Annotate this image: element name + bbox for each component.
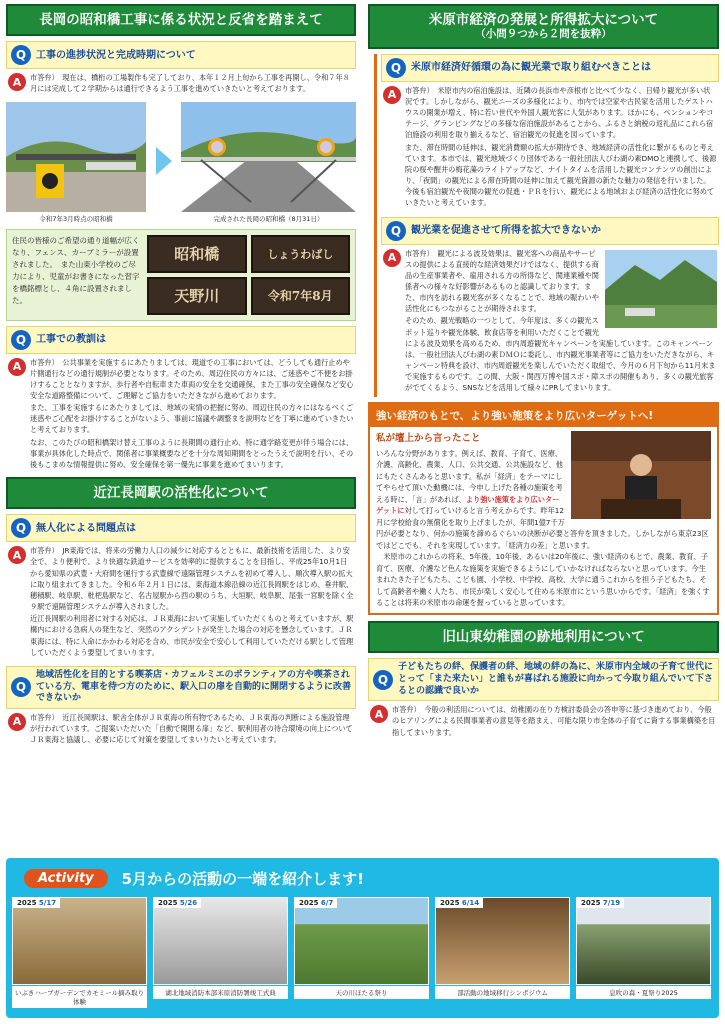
question-badge: Q: [11, 45, 31, 65]
callout-text: いろんな分野があります。例えば、教育、子育て、医療、介護、高齢化、農業、人口、公共交通、公共施設など、他にもたくさんあると思います。私が「経済」をテーマにしてやらせて頂いた動機には、今申し上げた各種の施策を考える時に、「言」があれば、: [376, 448, 563, 504]
question-text: 工事の進捗状況と完成時期について: [36, 49, 196, 61]
callout-highlight: より強い施策をより広いターゲットに: [376, 494, 560, 516]
bridge-nameplates: [147, 235, 350, 315]
answer-block: [6, 354, 356, 474]
activity-year: 2025: [581, 899, 601, 907]
question-badge: Q: [11, 677, 31, 697]
answer-paragraph: 近江長岡駅の利用者に対する対応は、ＪＲ東海において実施していただくものと考えていますが、駅構内における急病人の発生など、突然のアクシデントが発生した場合の対応を懸念しています。ＪＲ東海には、特に人命にかかわる対応を含め、市民が安全で安心して利用していただける駅として管理していただくよう要望してまいります。: [30, 614, 354, 657]
answer-badge: A: [383, 249, 401, 267]
answer-badge: A: [383, 86, 401, 104]
photo-after: [181, 102, 356, 223]
question-bar: [6, 514, 356, 542]
question-text: 観光業を促進させて所得を拡大できないか: [411, 225, 601, 236]
section-heading-title: 米原市経済の発展と所得拡大について: [428, 12, 659, 28]
question-text: 地域活性化を目的とする喫茶店・カフェルミエのボランティアの方や喫茶されている方、電車を待つ方のために、駅入口の扉を自動的に開閉するように改善できないか: [36, 669, 352, 704]
activity-photo: [12, 897, 147, 985]
activity-caption: 天の川ほたる祭り: [294, 986, 429, 999]
activity-date: [577, 898, 624, 908]
question-bar: [6, 41, 356, 69]
activity-item: [12, 897, 147, 1008]
speaker-photo: [571, 431, 711, 519]
activity-section: [6, 858, 719, 1018]
answer-badge: A: [8, 546, 26, 564]
activity-caption: 湖北地域消防本部米原消防署竣工式典: [153, 986, 288, 999]
activity-label: Activity: [24, 869, 108, 888]
nameplate: 令和7年8月: [251, 277, 351, 315]
strong-economy-callout: [368, 402, 719, 615]
answer-paragraph: そのため、観光戦略の一つとして、今年度は、多くの観光スポット巡りや観光体験、飲食店等を利用いただくことで観光による波及効果を高めるため、市内周遊観光キャンペーンを実施しています。このキャンペーンは、一般社団法人びわ湖の素ＤＭＯに委託し、市内観光事業者等にご協力をいただきながら、キャンペーン特典を設け、市内周遊観光を楽しんでいただく取組で、今月の６月下旬から11月末まで実施するものです。この間、大阪・関西万博や国スポ・障スポの開催もあり、多くの観光旅客がでてくるよう、SNSなどを活用して様々にPRしてまいります。: [405, 316, 716, 393]
question-bar: [6, 326, 356, 354]
activity-photo: [294, 897, 429, 985]
question-text: 米原市経済好循環の為に観光業で取り組むべきことは: [411, 62, 651, 74]
activity-date: [154, 898, 201, 908]
activity-photo: [435, 897, 570, 985]
answer-badge: A: [8, 358, 26, 376]
answer-block: [368, 701, 719, 740]
bridge-notice: [6, 229, 356, 321]
activity-header: [6, 858, 719, 889]
bridge-construction-image: [6, 102, 146, 212]
answer-paragraph: 市答弁） JR東海では、将来の労働力人口の減少に対応するとともに、最新技術を活用した、より安全で、より便利で、より快適な鉄道サービスを効率的に提供することを目指し、平成25年10月1日から愛知県の武豊・大府間を運行する武豊線で遠隔管理システムを初めて導入し、順次導入駅の拡大に取り組まれてきました。令和６年２月１日には、東海道本線沿線の近江長岡駅をはじめ、垂井駅、穂積駅、岐阜駅、枇杷島駅など、名古屋駅から西の駅のうち、大垣駅、岐阜駅、尾張一宮駅を除く全９駅で遠隔管理システムが導入されました。: [30, 546, 354, 612]
activity-year: 2025: [440, 899, 460, 907]
callout-paragraph: 米原市のこれからの将来、5年後、10年後、あるいは20年後に、強い経済のもとで、農業、教育、子育て、医療、介護など色んな施策を実施できるようにしていかなければならないと思っています。今生まれたきた子どもたち、こども園、小学校、中学校、高校、大学に通うこれからを担う子どもたち、そして高齢者や働く人たち、市民が楽しく安心して住める米原市にという思いからです。「経済」を強くすることは将来の米原市の命運を握っていると思っています。: [376, 552, 710, 608]
activity-item: [435, 897, 570, 1008]
economy-qa-group: [374, 54, 719, 397]
activity-item: [294, 897, 429, 1008]
nameplate: 昭和橋: [147, 235, 247, 273]
left-column: [6, 4, 356, 748]
section-heading-subtitle: （小問９つから２問を抜粋）: [475, 28, 612, 41]
arrow-icon: [156, 147, 172, 175]
answer-text: 市答弁） 今般の利活用については、幼稚園の在り方検討委員会の答申等に基づき進めており、今般のヒアリングによる民間事業者の意見等を踏まえ、可能な限り市全体の子育てに資する事業構築を目指してまいります。: [392, 705, 716, 737]
activity-title: 5月からの活動の一端を紹介します!: [121, 870, 364, 888]
answer-text: 市答弁） 現在は、橋桁の工場製作も完了しており、本年１２月上旬から工事を再開し、令和７年８月には完成して２学期からは通行できるよう工事を進めていきたいと考えております。: [30, 73, 350, 94]
answer-badge: A: [8, 73, 26, 91]
activity-day: 5/26: [179, 899, 198, 907]
right-column: [368, 4, 719, 741]
answer-block: [6, 709, 356, 748]
question-badge: Q: [11, 518, 31, 538]
answer-paragraph: また、工事を実施するにあたりましては、地域の実情の把握に努め、周辺住民の方々にはなるべくご迷惑やご心配をお掛けすることがないよう、事前に協議や調整まを説明などを丁寧に進めていきたいと考えております。: [30, 403, 354, 435]
question-badge: Q: [386, 58, 406, 78]
activity-day: 7/19: [602, 899, 621, 907]
photo-before: [6, 102, 146, 223]
question-bar: [6, 666, 356, 709]
answer-paragraph: 市答弁） 観光による波及効果は、観光客への商品やサービスの提供による直接的な経済効果だけではなく、提供する商品の生産事業者や、雇用される方の所得など、関連業種や関係者への様々な好影響があるものと認識しております。また、市内を訪れる観光客が多くなることで、地域の賑わいや活性化にもつながることが期待されます。: [405, 248, 599, 314]
answer-paragraph: また、滞在時間の延伸は、観光消費額の拡大が期待でき、地域経済の活性化に繋がるものと考えています。本市では、観光地域づくり団体である一般社団法人びわ湖の素DMOと連携して、後源院の桜や醒井の梅花藻のライトアップなど、ナイトタイムを活用した観光コンテンツの創出により、「夜間」の観光による滞在時間の延伸に加えて観光資源の新たな魅力の発信を行いました。今後も宿泊観光や夜間の観光の促進・ＰＲを行い、観光による地域および経済の活性化に努めていきたいと考えています。: [405, 142, 717, 208]
activity-day: 6/14: [461, 899, 480, 907]
question-bar: [368, 658, 719, 701]
callout-text: 対して打っていけると言う考えからです。昨年12月に学校給食の無償化を取り上げましたが、年間1億7千万円が必要となり、何かの施策を諦めるぐらいの決断が必要と答弁を頂きました。しかしながら東京23区ではどこでも、それを実現しています。「経済力の差」と思います。: [376, 506, 709, 550]
answer-text: 市答弁） 近江長岡駅は、駅舎全体がＪＲ東海の所有物であるため、ＪＲ東海の判断による施設管理が行われています。ご提案いただいた「自動で開閉る扉」など、駅利用者の待合環境の向上についてＪＲ東海と協議し、必要に応じて対策を要望してまいりたいと考えています。: [30, 712, 353, 745]
activity-photo: [576, 897, 711, 985]
section-heading-economy: [368, 4, 719, 49]
activity-caption: いぶきハーブガーデンでカモミール摘み取り体験: [12, 986, 147, 1008]
activity-list: [6, 889, 719, 1008]
callout-heading: 強い経済のもとで、より強い施策をより広いターゲットへ!: [370, 404, 717, 427]
answer-block: [381, 82, 719, 212]
answer-paragraph: 市答弁） 公共事業を実施するにあたりましては、現道での工事においては、どうしても通行止めや片側通行などの通行規制が必要となります。そのため、周辺住民の方々には、ご迷惑やご不便をお掛けすることとなりますが、歩行者や自転車また車両の安全を交通確保、また工事の安全確保など安心安全な道路整備について、ご理解とご協力をいただきながら進めております。: [30, 357, 354, 400]
callout-body: [370, 427, 717, 613]
answer-block: [381, 245, 719, 397]
question-text: 子どもたちの絆、保護者の絆、地域の絆の為に、米原市内全域の子育て世代にとって「また来たい」と誰もが喜ばれる施設に向かって今取り組んでいて下さるとの認識で良いか: [398, 662, 714, 696]
callout-subheading: 私が壇上から言ったこと: [376, 432, 481, 444]
answer-block: [6, 69, 356, 97]
section-heading-kindergarten: 旧山東幼稚園の跡地利用について: [368, 621, 719, 653]
answer-paragraph: 市答弁） 米原市内の宿泊施設は、近隣の長浜市や彦根市と比べて少なく、日帰り観光が多い状況です。しかしながら、観光ニーズの多様化により、市内では空家や古民家を活用したゲストハウスの開業が増え、特に若い世代や外国人観光客に人気があります。ほかにも、ペンションやコテージ、グランピングなどの多様な宿泊施設があることから、ふるさと納税の返礼品にこれら宿泊施設の利用を取り揃えるなど、宿泊観光の促進を図っています。: [405, 85, 714, 140]
activity-year: 2025: [17, 899, 37, 907]
photo-caption: 令和7年3月時点の昭和橋: [39, 214, 113, 223]
activity-caption: 息吹の森・夏祭り2025: [576, 986, 711, 999]
completed-bridge-image: [181, 102, 356, 212]
activity-day: 5/17: [38, 899, 57, 907]
answer-paragraph: なお、このたびの昭和橋架け替え工事のように長期間の通行止め、特に通学路変更が伴う場合には、事業が具体化した時点で、関係者に事業概要などを十分な周知期間をとったうえで説明を行い、その後もこまめな情報提供に努め、安全確保を第一優先に事業を進めてまいります。: [30, 437, 354, 469]
activity-item: [576, 897, 711, 1008]
section-heading-omi-nagaoka: 近江長岡駅の活性化について: [6, 477, 356, 509]
activity-year: 2025: [299, 899, 319, 907]
nameplate: 天野川: [147, 277, 247, 315]
answer-badge: A: [370, 705, 388, 723]
photo-caption: 完成された長岡の昭和橋（8月31日）: [213, 214, 324, 223]
question-bar: [381, 54, 719, 82]
answer-badge: A: [8, 713, 26, 731]
question-bar: [381, 217, 719, 245]
activity-date: [295, 898, 337, 908]
nameplate: しょうわばし: [251, 235, 351, 273]
activity-date: [13, 898, 60, 908]
question-badge: Q: [11, 330, 31, 350]
activity-day: 6/7: [320, 899, 334, 907]
bridge-photos: [6, 102, 356, 223]
question-badge: Q: [373, 670, 393, 690]
activity-year: 2025: [158, 899, 178, 907]
question-badge: Q: [386, 221, 406, 241]
activity-item: [153, 897, 288, 1008]
landscape-photo: [605, 250, 717, 328]
activity-date: [436, 898, 483, 908]
notice-text: 住民の皆様のご希望の通り道幅が広くなり、フェンス、カーブミラーが設置されました。 また山東小学校のご尽力により、児童がお書きになった習字を橋銘標とし、４角に設置されました。: [12, 235, 140, 305]
activity-caption: 部活動の地域移行シンポジウム: [435, 986, 570, 999]
question-text: 工事での教訓は: [36, 334, 106, 345]
section-heading-showa-bridge: 長岡の昭和橋工事に係る状況と反省を踏まえて: [6, 4, 356, 36]
answer-block: [6, 542, 356, 661]
question-text: 無人化による問題点は: [36, 522, 136, 534]
activity-photo: [153, 897, 288, 985]
